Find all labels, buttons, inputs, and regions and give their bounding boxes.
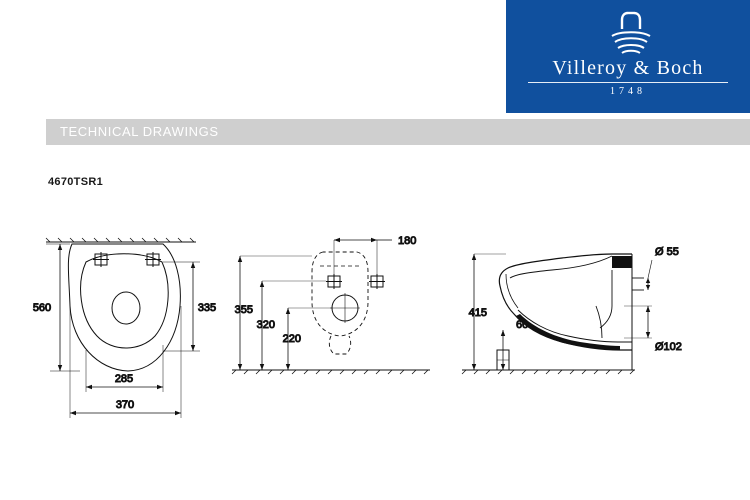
svg-text:320: 320 — [256, 319, 275, 331]
page-title: TECHNICAL DRAWINGS — [60, 124, 219, 139]
brand-divider — [528, 82, 728, 83]
svg-text:355: 355 — [234, 304, 253, 316]
svg-text:60: 60 — [516, 319, 529, 331]
side-view-drawing — [462, 246, 682, 374]
model-number: 4670TSR1 — [48, 176, 103, 188]
drawings-area — [0, 210, 750, 460]
svg-text:220: 220 — [282, 333, 301, 345]
villeroy-boch-logo-icon — [598, 9, 658, 62]
svg-text:415: 415 — [468, 307, 487, 319]
svg-text:Ø102: Ø102 — [655, 341, 682, 353]
brand-name: Villeroy & Boch — [552, 57, 704, 79]
svg-text:560: 560 — [32, 302, 52, 314]
section-title-bar — [46, 119, 750, 145]
top-view-drawing — [33, 238, 216, 418]
svg-text:Ø 55: Ø 55 — [655, 246, 679, 258]
brand-panel — [506, 0, 750, 113]
svg-text:285: 285 — [114, 373, 134, 385]
brand-year: 1748 — [610, 86, 646, 97]
svg-text:180: 180 — [398, 235, 417, 247]
svg-text:335: 335 — [197, 302, 217, 314]
front-view-drawing — [232, 235, 430, 374]
svg-text:370: 370 — [115, 399, 135, 411]
